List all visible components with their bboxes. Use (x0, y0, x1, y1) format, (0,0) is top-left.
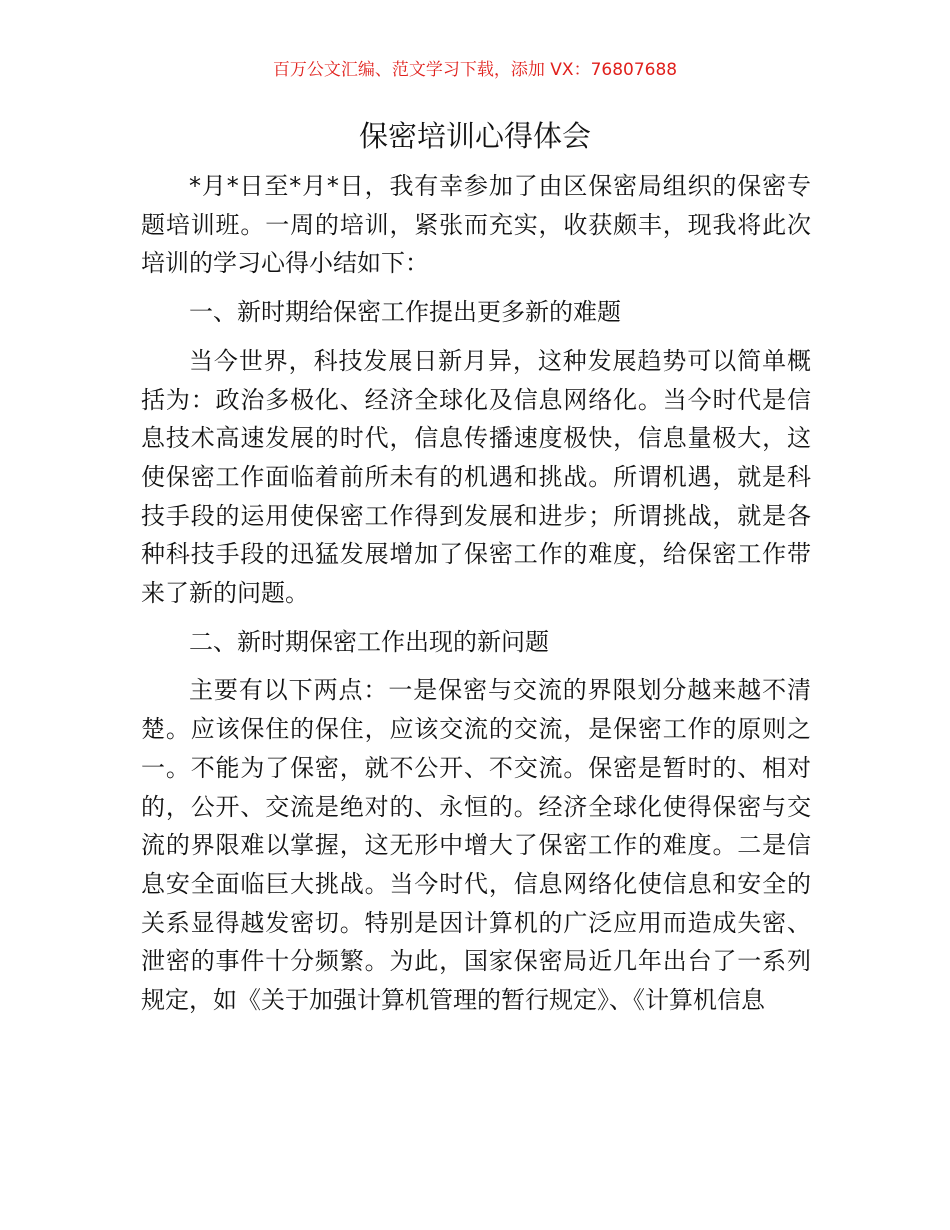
paragraph-intro: *月*日至*月*日，我有幸参加了由区保密局组织的保密专题培训班。一周的培训，紧张而充实，收获颇丰，现我将此次培训的学习心得小结如下： (141, 172, 811, 278)
paragraph-section-1: 当今世界，科技发展日新月异，这种发展趋势可以简单概括为：政治多极化、经济全球化及信息网络化。当今时代是信息技术高速发展的时代，信息传播速度极快，信息量极大，这使保密工作面临着前所未有的机遇和挑战。所谓机遇，就是科技手段的运用使保密工作得到发展和进步；所谓挑战，就是各种科技手段的迅猛发展增加了保密工作的难度，给保密工作带来了新的问题。 (141, 346, 811, 608)
paragraph-section-2: 主要有以下两点：一是保密与交流的界限划分越来越不清楚。应该保住的保住，应该交流的交流，是保密工作的原则之一。不能为了保密，就不公开、不交流。保密是暂时的、相对的，公开、交流是绝对的、永恒的。经济全球化使得保密与交流的界限难以掌握，这无形中增大了保密工作的难度。二是信息安全面临巨大挑战。当今时代，信息网络化使信息和安全的关系显得越发密切。特别是因计算机的广泛应用而造成失密、泄密的事件十分频繁。为此，国家保密局近几年出台了一系列规定，如《关于加强计算机管理的暂行规定》、《计算机信息 (141, 676, 811, 1015)
document-title: 保密培训心得体会 (358, 119, 591, 153)
section-heading-1: 一、新时期给保密工作提出更多新的难题 (189, 298, 621, 327)
document-body (141, 167, 811, 1030)
header-banner: 百万公文汇编、范文学习下载，添加 VX：76807688 (272, 60, 678, 80)
section-heading-2: 二、新时期保密工作出现的新问题 (189, 627, 549, 656)
